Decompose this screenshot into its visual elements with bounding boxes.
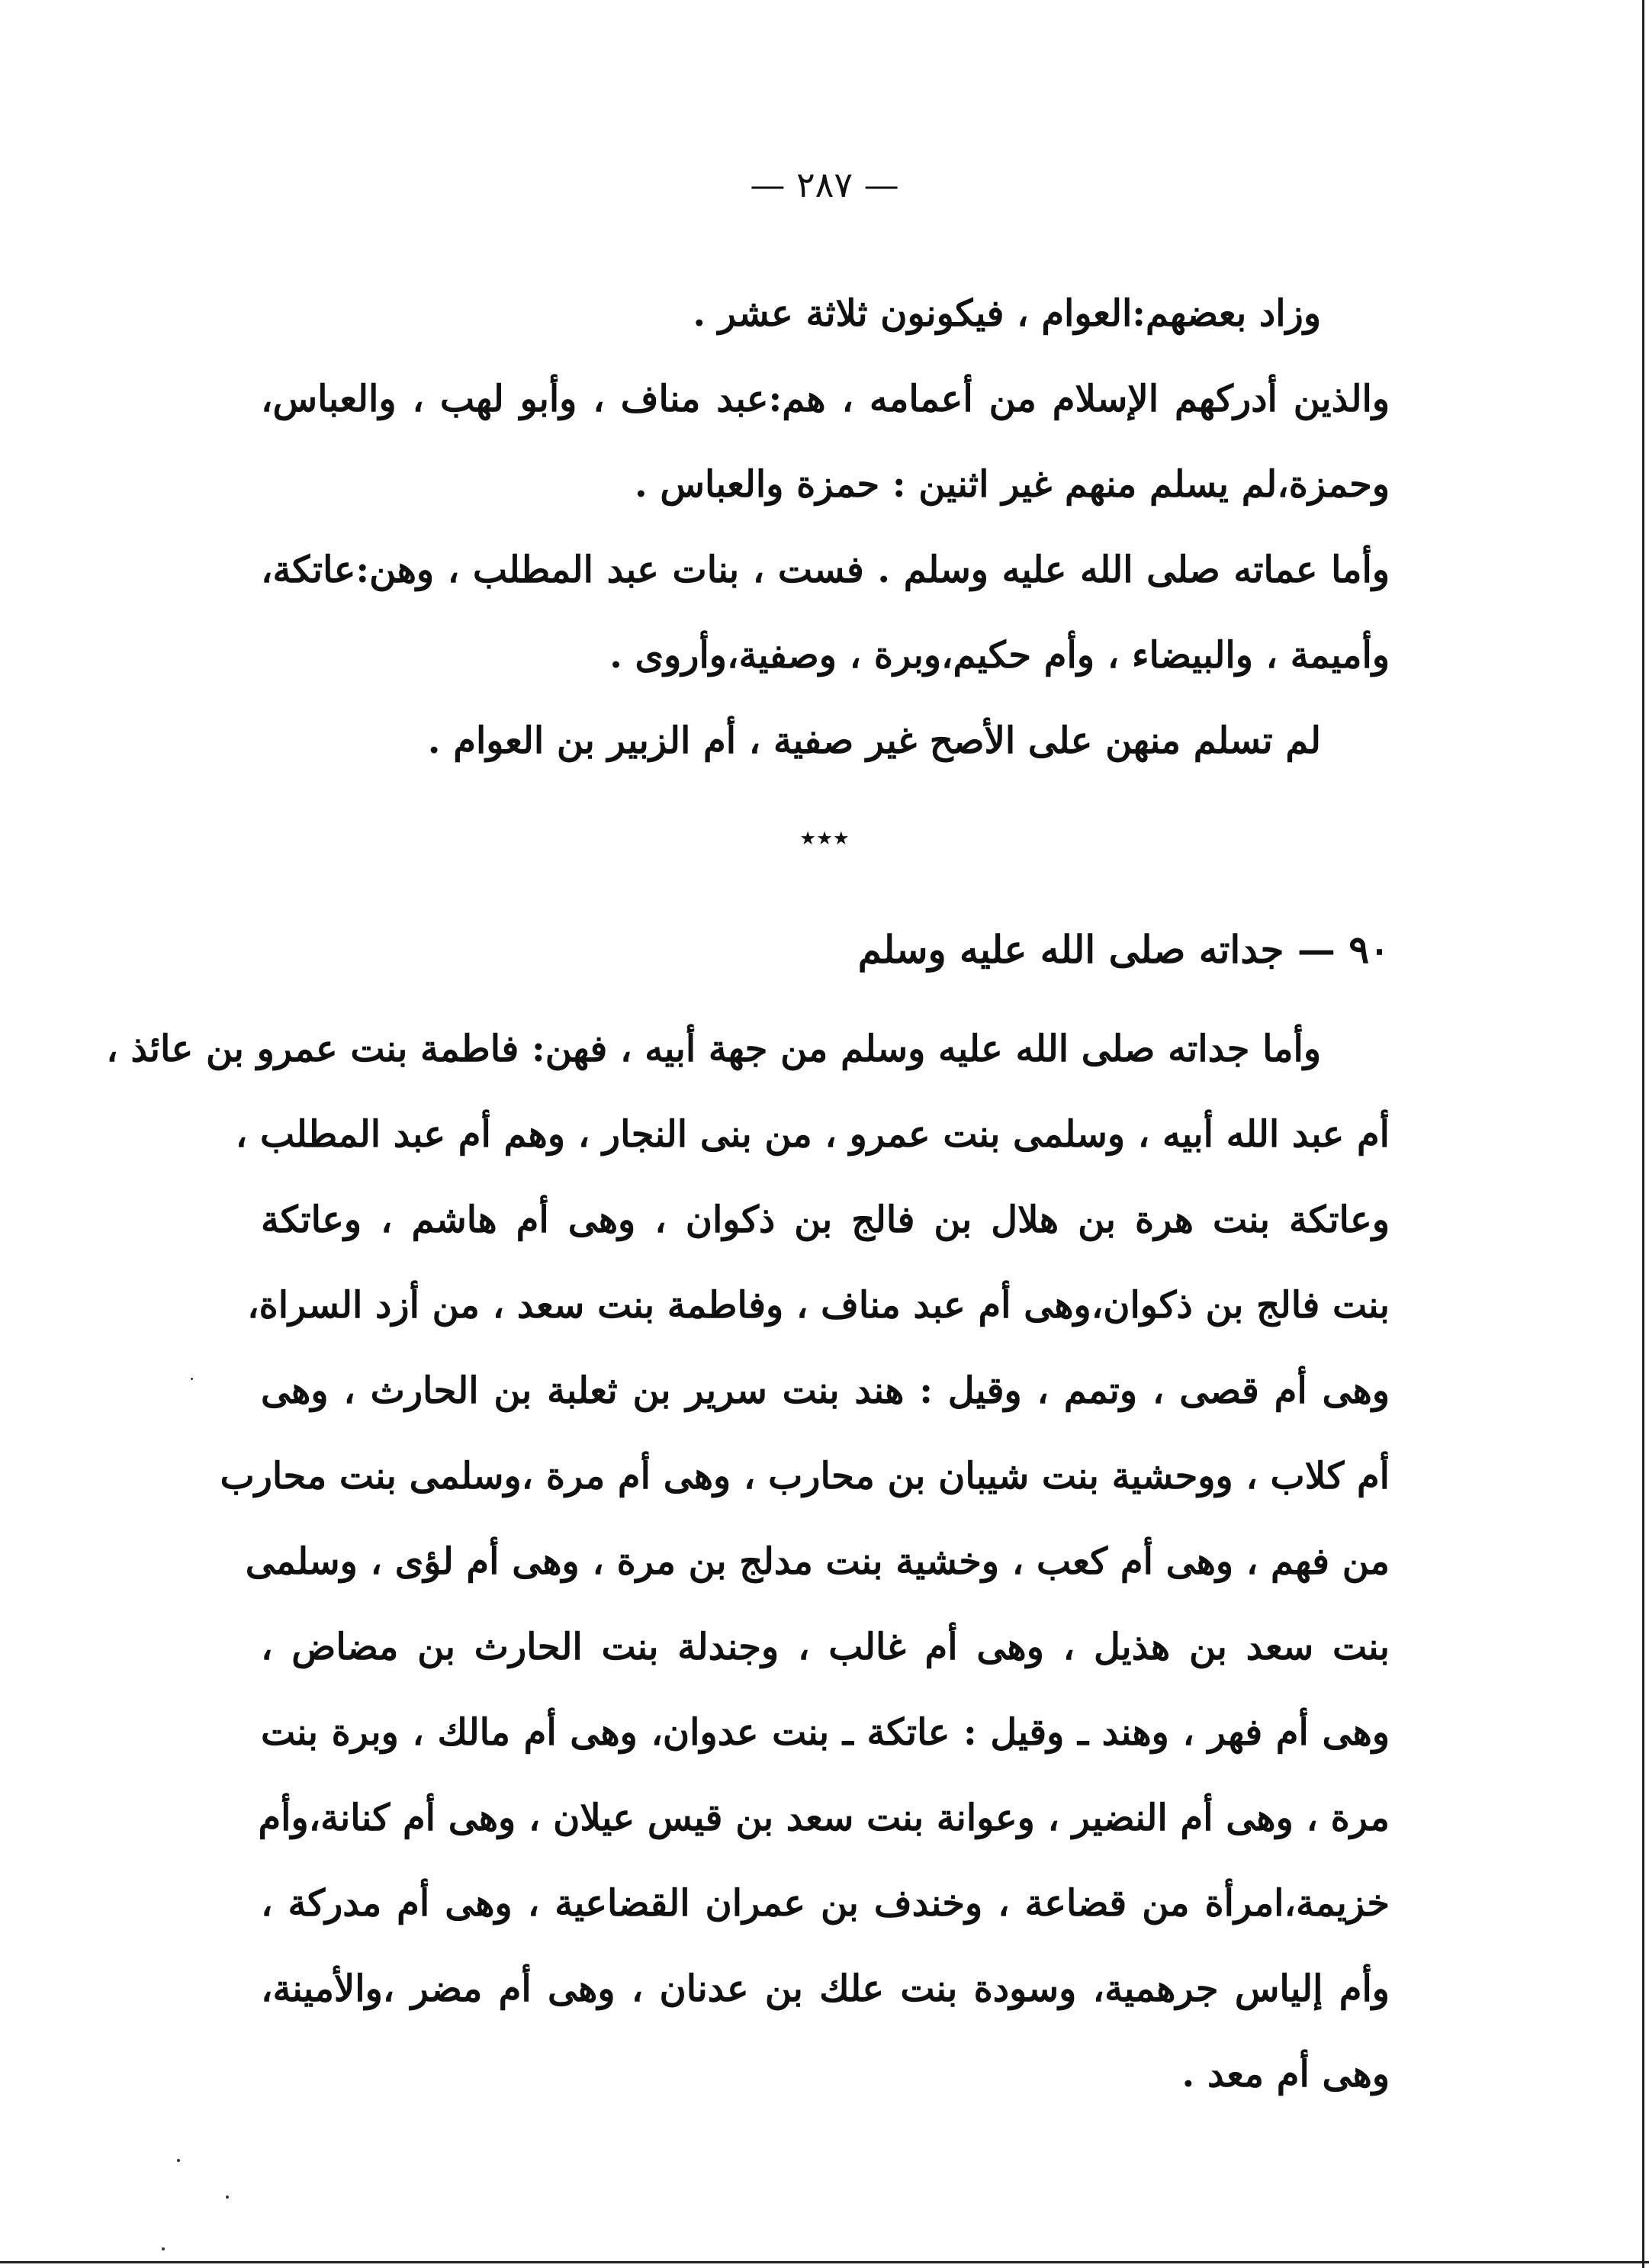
body-line-10: مرة ، وهى أم النضير ، وعوانة بنت سعد بن قيس عيلان ، وهى أم كنانة،وأم xyxy=(258,1797,1390,1839)
intro-line-3: وحمزة،لم يسلم منهم غير اثنين : حمزة والعباس . xyxy=(634,463,1390,506)
scan-speck xyxy=(177,2159,180,2162)
scan-speck xyxy=(162,2247,165,2250)
section-separator: ٭٭٭ xyxy=(799,820,850,855)
body-line-5: وهى أم قصى ، وتمم ، وقيل : هند بنت سرير بن ثعلبة بن الحارث ، وهى xyxy=(261,1369,1390,1412)
body-line-4: بنت فالج بن ذكوان،وهى أم عبد مناف ، وفاطمة بنت سعد ، من أزد السراة، xyxy=(247,1284,1390,1327)
intro-line-1: وزاد بعضهم:العوام ، فيكونون ثلاثة عشر . xyxy=(693,292,1321,335)
body-line-7: من فهم ، وهى أم كعب ، وخشية بنت مدلج بن مرة ، وهى أم لؤى ، وسلمى xyxy=(245,1540,1390,1583)
body-line-13: وهى أم معد . xyxy=(1181,2053,1390,2096)
body-line-3: وعاتكة بنت هرة بن هلال بن فالج بن ذكوان ، وهى أم هاشم ، وعاتكة xyxy=(261,1198,1390,1241)
page-bottom-edge-border xyxy=(0,2261,1649,2263)
body-line-1: وأما جداته صلى الله عليه وسلم من جهة أبيه ، فهن: فاطمة بنت عمرو بن عائذ ، xyxy=(106,1028,1321,1070)
scan-speck xyxy=(226,2196,229,2199)
body-line-12: وأم إلياس جرهمية، وسودة بنت علك بن عدنان ، وهى أم مضر ،والأمينة، xyxy=(261,1967,1390,2010)
body-line-8: بنت سعد بن هذيل ، وهى أم غالب ، وجندلة بنت الحارث بن مضاض ، xyxy=(261,1626,1390,1668)
intro-line-2: والذين أدركهم الإسلام من أعمامه ، هم:عبد مناف ، وأبو لهب ، والعباس، xyxy=(261,378,1390,420)
body-line-2: أم عبد الله أبيه ، وسلمى بنت عمرو ، من بنى النجار ، وهم أم عبد المطلب ، xyxy=(235,1113,1390,1156)
body-line-6: أم كلاب ، ووحشية بنت شيبان بن محارب ، وهى أم مرة ،وسلمى بنت محارب xyxy=(220,1455,1390,1498)
body-line-11: خزيمة،امرأة من قضاعة ، وخندف بن عمران القضاعية ، وهى أم مدركة ، xyxy=(261,1882,1390,1925)
page-number: — ٢٨٧ — xyxy=(750,164,899,205)
intro-line-5: وأميمة ، والبيضاء ، وأم حكيم،وبرة ، وصفية،وأروى . xyxy=(609,634,1390,677)
page-right-edge-border xyxy=(1642,0,1644,2268)
body-line-9: وهى أم فهر ، وهند ـ وقيل : عاتكة ـ بنت عدوان، وهى أم مالك ، وبرة بنت xyxy=(261,1711,1390,1754)
section-heading: ٩٠ — جداته صلى الله عليه وسلم xyxy=(857,927,1390,972)
intro-line-6: لم تسلم منهن على الأصح غير صفية ، أم الزبير بن العوام . xyxy=(427,719,1321,762)
intro-line-4: وأما عماته صلى الله عليه وسلم . فست ، بنات عبد المطلب ، وهن:عاتكة، xyxy=(261,549,1390,591)
scan-speck xyxy=(191,1378,193,1380)
